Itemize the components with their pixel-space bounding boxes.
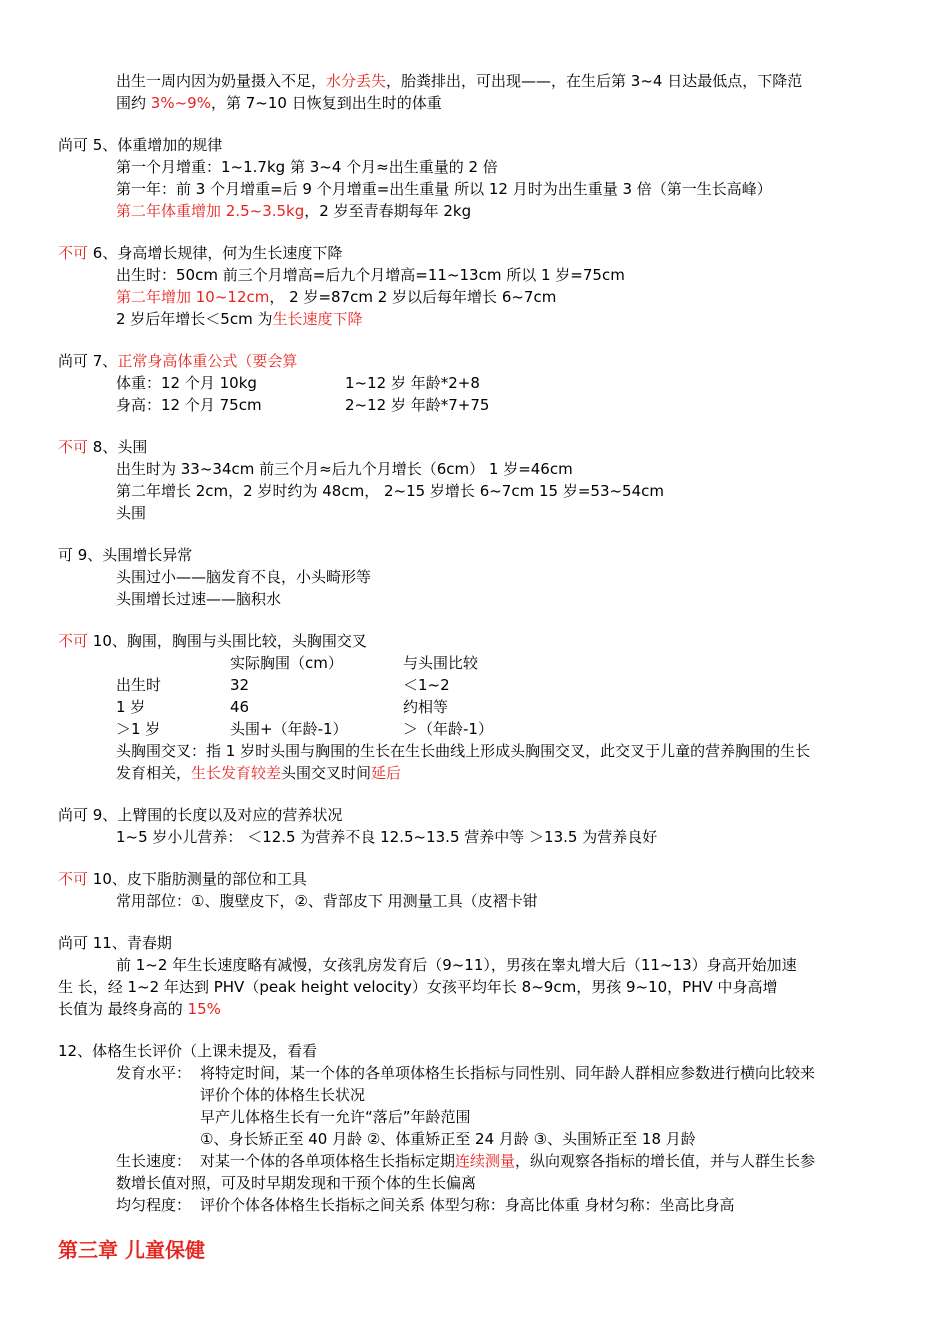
chapter-heading: 第三章 儿童保健 xyxy=(58,1238,205,1262)
growth-speed-label: 生长速度： xyxy=(116,1152,192,1170)
section-9a-line-1: 头围过小——脑发育不良，小头畸形等 xyxy=(116,568,372,586)
weight-formula: 1~12 岁 年龄*2+8 xyxy=(345,374,480,392)
status-tag: 不可 xyxy=(58,438,89,456)
table-cell: 头围+（年龄-1） xyxy=(230,720,348,738)
dev-level-line-2: 评价个体的体格生长状况 xyxy=(200,1086,366,1104)
table-header-chest: 实际胸围（cm） xyxy=(230,654,343,672)
section-11-line-3: 长值为 最终身高的 15% xyxy=(58,1000,221,1018)
section-11-line-1: 前 1~2 年生长速度略有减慢，女孩乳房发育后（9~11），男孩在睾丸增大后（11~13）身高开始加速 xyxy=(116,956,797,974)
weight-loss-line-1: 出生一周内因为奶量摄入不足，水分丢失，胎粪排出，可出现——，在生后第 3~4 日达最低点，下降范 xyxy=(116,72,803,90)
section-6-line-1: 出生时：50cm 前三个月增高=后九个月增高=11~13cm 所以 1 岁=75cm xyxy=(116,266,625,284)
section-6-line-2: 第二年增加 10~12cm， 2 岁=87cm 2 岁以后每年增长 6~7cm xyxy=(116,288,557,306)
growth-speed-line-1: 对某一个体的各单项体格生长指标定期连续测量，纵向观察各指标的增长值，并与人群生长参 xyxy=(200,1152,816,1170)
table-cell: 32 xyxy=(230,676,250,694)
section-10b-line-1: 常用部位：①、腹壁皮下，②、背部皮下 用测量工具（皮褶卡钳 xyxy=(116,892,538,910)
section-9a-title: 可 9、头围增长异常 xyxy=(58,546,193,564)
status-tag: 不可 xyxy=(58,632,89,650)
cross-definition-line-2: 发育相关，生长发育较差头围交叉时间延后 xyxy=(116,764,402,782)
section-5-line-2: 第一年：前 3 个月增重=后 9 个月增重=出生重量 所以 12 月时为出生重量 3 倍（第一生长高峰） xyxy=(116,180,772,198)
status-tag: 不可 xyxy=(58,244,89,262)
cross-definition-line-1: 头胸围交叉：指 1 岁时头围与胸围的生长在生长曲线上形成头胸围交叉，此交叉于儿童的营养胸围的生长 xyxy=(116,742,811,760)
section-9b-line-1: 1~5 岁小儿营养： ＜12.5 为营养不良 12.5~13.5 营养中等 ＞13.5 为营养良好 xyxy=(116,828,658,846)
section-5-line-3: 第二年体重增加 2.5~3.5kg，2 岁至青春期每年 2kg xyxy=(116,202,472,220)
section-8-title: 不可 8、头围 xyxy=(58,438,148,456)
section-10a-title: 不可 10、胸围，胸围与头围比较，头胸围交叉 xyxy=(58,632,367,650)
section-11-title: 尚可 11、青春期 xyxy=(58,934,172,952)
section-6-title: 不可 6、身高增长规律，何为生长速度下降 xyxy=(58,244,343,262)
status-tag: 不可 xyxy=(58,870,89,888)
section-11-line-2: 生 长，经 1~2 年达到 PHV（peak height velocity）女孩平均年长 8~9cm，男孩 9~10，PHV 中身高增 xyxy=(58,978,778,996)
table-cell: 出生时 xyxy=(116,676,162,694)
table-cell: ＞1 岁 xyxy=(116,720,161,738)
section-7-title: 尚可 7、正常身高体重公式（要会算 xyxy=(58,352,298,370)
section-9b-title: 尚可 9、上臂围的长度以及对应的营养状况 xyxy=(58,806,343,824)
dev-level-label: 发育水平： xyxy=(116,1064,192,1082)
growth-speed-line-2: 数增长值对照，可及时早期发现和干预个体的生长偏离 xyxy=(116,1174,477,1192)
table-cell: 约相等 xyxy=(403,698,449,716)
section-6-line-3: 2 岁后年增长＜5cm 为生长速度下降 xyxy=(116,310,363,328)
height-formula-label: 身高：12 个月 75cm xyxy=(116,396,262,414)
dev-level-line-4: ①、身长矫正至 40 月龄 ②、体重矫正至 24 月龄 ③、头围矫正至 18 月龄 xyxy=(200,1130,696,1148)
dev-level-line-3: 早产儿体格生长有一允许“落后”年龄范围 xyxy=(200,1108,471,1126)
weight-loss-line-2: 围约 3%~9%，第 7~10 日恢复到出生时的体重 xyxy=(116,94,442,112)
table-cell: ＞（年龄-1） xyxy=(403,720,493,738)
section-8-line-1: 出生时为 33~34cm 前三个月≈后九个月增长（6cm） 1 岁=46cm xyxy=(116,460,573,478)
section-12-title: 12、体格生长评价（上课未提及，看看 xyxy=(58,1042,318,1060)
table-header-compare: 与头围比较 xyxy=(403,654,479,672)
section-8-line-2: 第二年增长 2cm，2 岁时约为 48cm， 2~15 岁增长 6~7cm 15 岁=53~54cm xyxy=(116,482,665,500)
section-10b-title: 不可 10、皮下脂肪测量的部位和工具 xyxy=(58,870,307,888)
height-formula: 2~12 岁 年龄*7+75 xyxy=(345,396,490,414)
section-8-line-3: 头围 xyxy=(116,504,147,522)
dev-level-line-1: 将特定时间，某一个体的各单项体格生长指标与同性别、同年龄人群相应参数进行横向比较来 xyxy=(200,1064,816,1082)
uniformity-label: 均匀程度： xyxy=(116,1196,192,1214)
section-5-line-1: 第一个月增重：1~1.7kg 第 3~4 个月≈出生重量的 2 倍 xyxy=(116,158,498,176)
table-cell: ＜1~2 xyxy=(403,676,450,694)
table-cell: 46 xyxy=(230,698,250,716)
section-9a-line-2: 头围增长过速——脑积水 xyxy=(116,590,282,608)
weight-formula-label: 体重：12 个月 10kg xyxy=(116,374,257,392)
section-5-title: 尚可 5、体重增加的规律 xyxy=(58,136,223,154)
uniformity-line-1: 评价个体各体格生长指标之间关系 体型匀称：身高比体重 身材匀称：坐高比身高 xyxy=(200,1196,735,1214)
table-cell: 1 岁 xyxy=(116,698,146,716)
